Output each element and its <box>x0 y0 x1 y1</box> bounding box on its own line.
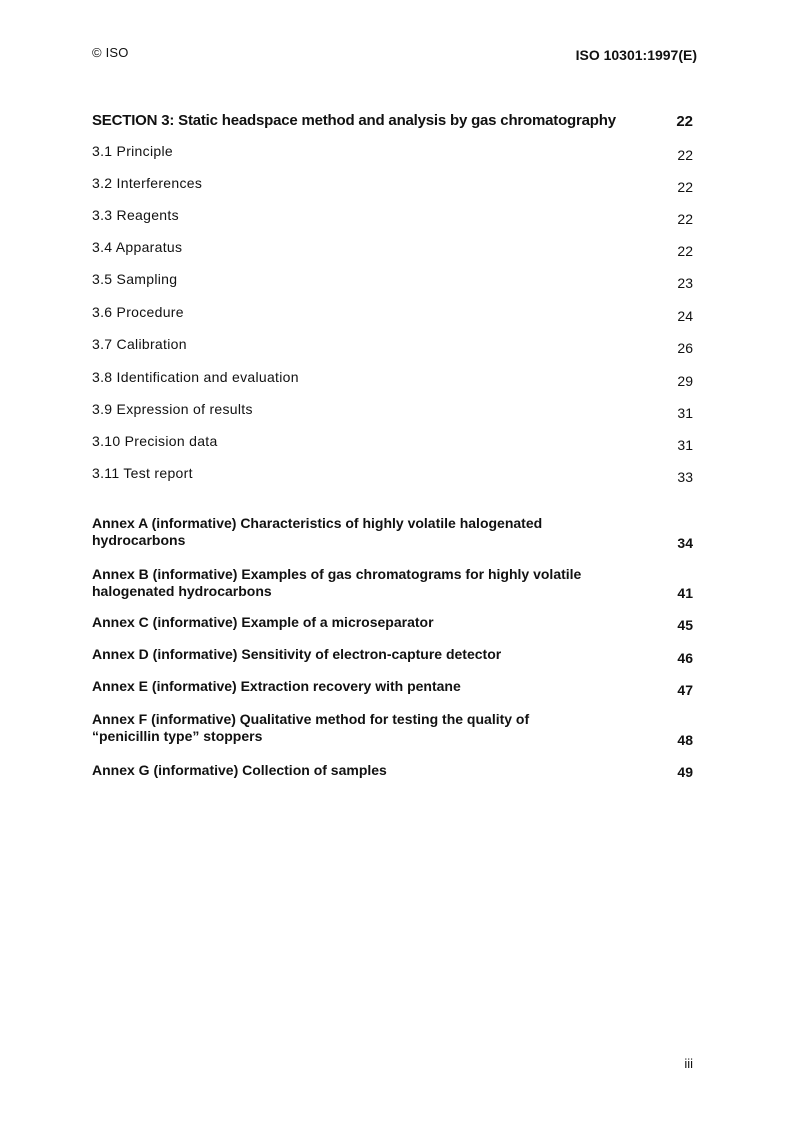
toc-entry-title: 3.1 Principle <box>92 143 173 159</box>
toc-annex-title: Annex D (informative) Sensitivity of electron-capture detector <box>92 646 502 662</box>
toc-annex-page: 45 <box>677 617 693 633</box>
toc-annex-title <box>92 515 632 549</box>
toc-entry-page: 29 <box>677 373 693 389</box>
toc-annex-title-line1: Annex A (informative) Characteristics of highly volatile halogenated <box>92 515 543 531</box>
toc-annex-title-line2: halogenated hydrocarbons <box>92 583 272 599</box>
toc-annex-page: 47 <box>677 682 693 698</box>
toc-entry-title: 3.4 Apparatus <box>92 239 183 255</box>
toc-entry-title: 3.9 Expression of results <box>92 401 253 417</box>
toc-entry-title: 3.8 Identification and evaluation <box>92 369 299 385</box>
toc-entry-page: 22 <box>677 243 693 259</box>
toc-entry-title: 3.11 Test report <box>92 465 193 481</box>
toc-annex-title <box>92 711 632 745</box>
toc-entry-page: 24 <box>677 308 693 324</box>
toc-entry-title: 3.2 Interferences <box>92 175 203 191</box>
toc-entry-title: 3.5 Sampling <box>92 271 178 287</box>
toc-entry-page: 31 <box>677 437 693 453</box>
toc-entry-title: 3.10 Precision data <box>92 433 218 449</box>
page-number-footer: iii <box>684 1056 693 1071</box>
toc-entry-page: 23 <box>677 275 693 291</box>
toc-entry-page: 22 <box>677 179 693 195</box>
toc-annex-title: Annex E (informative) Extraction recovery with pentane <box>92 678 461 694</box>
toc-entry-page: 22 <box>677 211 693 227</box>
standard-number-header: ISO 10301:1997(E) <box>575 47 697 63</box>
toc-entry-title: 3.3 Reagents <box>92 207 179 223</box>
toc-annex-title-line2: “penicillin type” stoppers <box>92 728 263 744</box>
toc-entry-page: 33 <box>677 469 693 485</box>
toc-annex-title-line1: Annex F (informative) Qualitative method for testing the quality of <box>92 711 530 727</box>
toc-annex-page: 41 <box>677 585 693 601</box>
toc-annex-title-line1: Annex B (informative) Examples of gas chromatograms for highly volatile <box>92 566 582 582</box>
copyright-header: © ISO <box>92 45 129 60</box>
toc-section-page: 22 <box>676 113 693 130</box>
toc-annex-page: 46 <box>677 650 693 666</box>
toc-entry-title: 3.6 Procedure <box>92 304 184 320</box>
toc-entry-page: 22 <box>677 147 693 163</box>
toc-entry-page: 26 <box>677 340 693 356</box>
toc-annex-title: Annex G (informative) Collection of samples <box>92 762 387 778</box>
toc-annex-page: 34 <box>677 535 693 551</box>
toc-entry-title: 3.7 Calibration <box>92 336 187 352</box>
toc-annex-title <box>92 566 632 600</box>
toc-section-title: SECTION 3: Static headspace method and analysis by gas chromatography <box>92 112 616 129</box>
toc-annex-title-line2: hydrocarbons <box>92 532 186 548</box>
toc-annex-page: 48 <box>677 732 693 748</box>
toc-entry-page: 31 <box>677 405 693 421</box>
toc-annex-title: Annex C (informative) Example of a microseparator <box>92 614 434 630</box>
toc-annex-page: 49 <box>677 764 693 780</box>
